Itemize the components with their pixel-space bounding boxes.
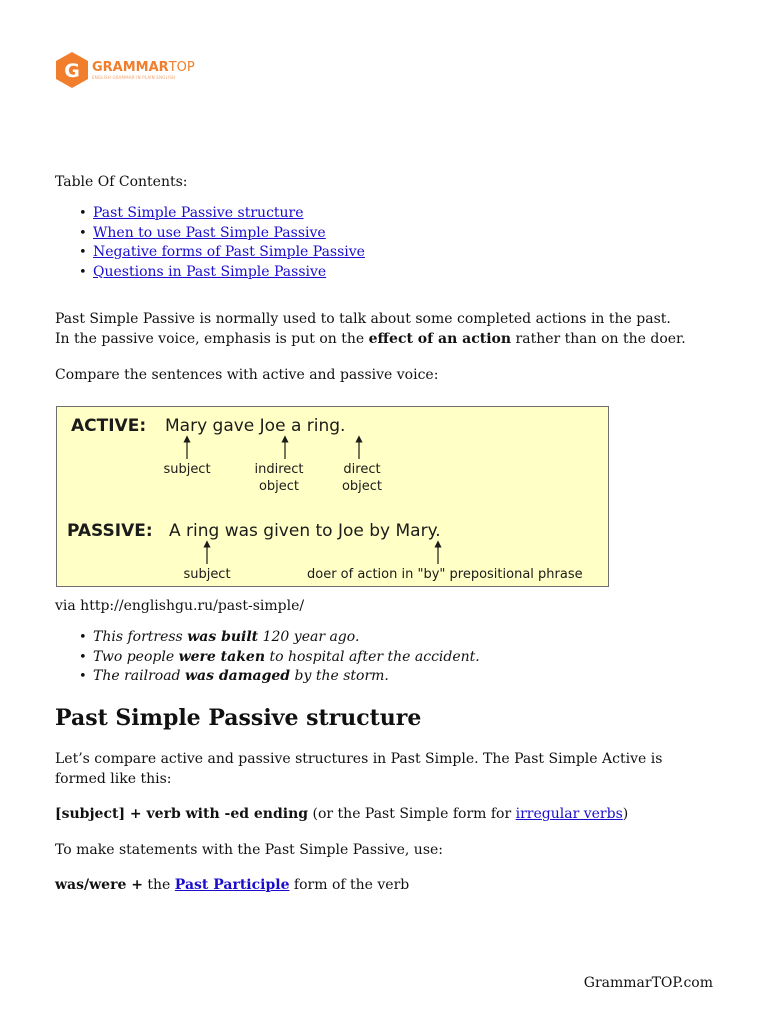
passive-sentence: A ring was given to Joe by Mary. xyxy=(169,521,441,541)
active-formula-text: (or the Past Simple form for xyxy=(308,806,516,822)
toc-link-negative[interactable]: Negative forms of Past Simple Passive xyxy=(93,244,365,260)
label-indirect: indirect xyxy=(254,462,304,477)
label-indirect-object: object xyxy=(258,479,300,494)
logo-letter: G xyxy=(64,60,80,82)
section-heading-structure: Past Simple Passive structure xyxy=(55,705,422,731)
passive-formula-end: form of the verb xyxy=(289,877,410,893)
intro-line-2 xyxy=(55,330,686,350)
toc-item xyxy=(93,243,365,263)
example-2-after: to hospital after the accident. xyxy=(265,648,480,665)
toc-item xyxy=(93,224,365,244)
toc-link-questions[interactable]: Questions in Past Simple Passive xyxy=(93,263,327,280)
example-item xyxy=(93,648,480,668)
toc-item xyxy=(93,204,365,224)
active-formula xyxy=(55,805,628,825)
passive-formula xyxy=(55,876,409,896)
passive-instruction: To make statements with the Past Simple Passive, use: xyxy=(55,842,444,858)
label-subject: subject xyxy=(163,462,211,477)
example-3-after: by the storm. xyxy=(290,668,389,684)
irregular-verbs-link[interactable]: irregular verbs xyxy=(515,806,623,822)
example-3-before: The railroad xyxy=(93,668,185,684)
example-2-before: Two people xyxy=(93,648,179,665)
passive-formula-text: the xyxy=(142,877,175,893)
label-passive-doer: doer of action in "by" prepositional phrase xyxy=(307,567,583,582)
logo-name xyxy=(92,61,195,74)
logo-name-part1: GRAMMAR xyxy=(92,59,169,75)
label-direct: direct xyxy=(343,462,381,477)
example-1-before: This fortress xyxy=(93,629,188,645)
logo-tagline: ENGLISH GRAMMAR IN PLAIN ENGLISH xyxy=(92,74,176,80)
active-sentence: Mary gave Joe a ring. xyxy=(165,416,346,436)
active-passive-diagram xyxy=(56,406,609,587)
intro-line-2-after: rather than on the doer. xyxy=(511,330,686,347)
image-source: via http://englishgu.ru/past-simple/ xyxy=(55,598,305,614)
passive-formula-bold: was/were + xyxy=(55,877,143,893)
example-1-verb: was built xyxy=(187,629,259,645)
example-list xyxy=(55,628,480,687)
compare-text: Compare the sentences with active and passive voice: xyxy=(55,367,439,383)
label-direct-object: object xyxy=(341,479,383,494)
example-item xyxy=(93,628,480,648)
intro-emphasis: effect of an action xyxy=(368,330,512,347)
intro-line-2-before: In the passive voice, emphasis is put on the xyxy=(55,330,369,347)
passive-label: PASSIVE: xyxy=(67,521,153,541)
toc-title: Table Of Contents: xyxy=(55,174,188,190)
active-formula-bold: [subject] + verb with -ed ending xyxy=(55,806,309,822)
active-label: ACTIVE: xyxy=(71,416,147,436)
toc-link-when-to-use[interactable]: When to use Past Simple Passive xyxy=(93,224,326,241)
past-participle-link[interactable]: Past Participle xyxy=(174,877,290,893)
intro-paragraph xyxy=(55,310,686,349)
structure-intro: Let’s compare active and passive structures in Past Simple. The Past Simple Active is formed like this: xyxy=(55,751,663,787)
example-2-verb: were taken xyxy=(178,648,266,665)
example-3-verb: was damaged xyxy=(184,668,291,684)
label-passive-subject: subject xyxy=(183,567,231,582)
brand-logo[interactable] xyxy=(54,51,195,89)
logo-hexagon-icon xyxy=(54,51,90,89)
toc-item xyxy=(93,263,365,283)
example-1-after: 120 year ago. xyxy=(258,629,360,645)
toc-link-structure[interactable]: Past Simple Passive structure xyxy=(93,205,304,221)
toc-list xyxy=(55,204,365,282)
intro-line-1: Past Simple Passive is normally used to talk about some completed actions in the past. xyxy=(55,311,671,327)
active-formula-end: ) xyxy=(622,806,629,822)
footer-site-name: GrammarTOP.com xyxy=(583,975,713,991)
logo-name-part2: TOP xyxy=(168,59,195,75)
example-item xyxy=(93,667,480,687)
